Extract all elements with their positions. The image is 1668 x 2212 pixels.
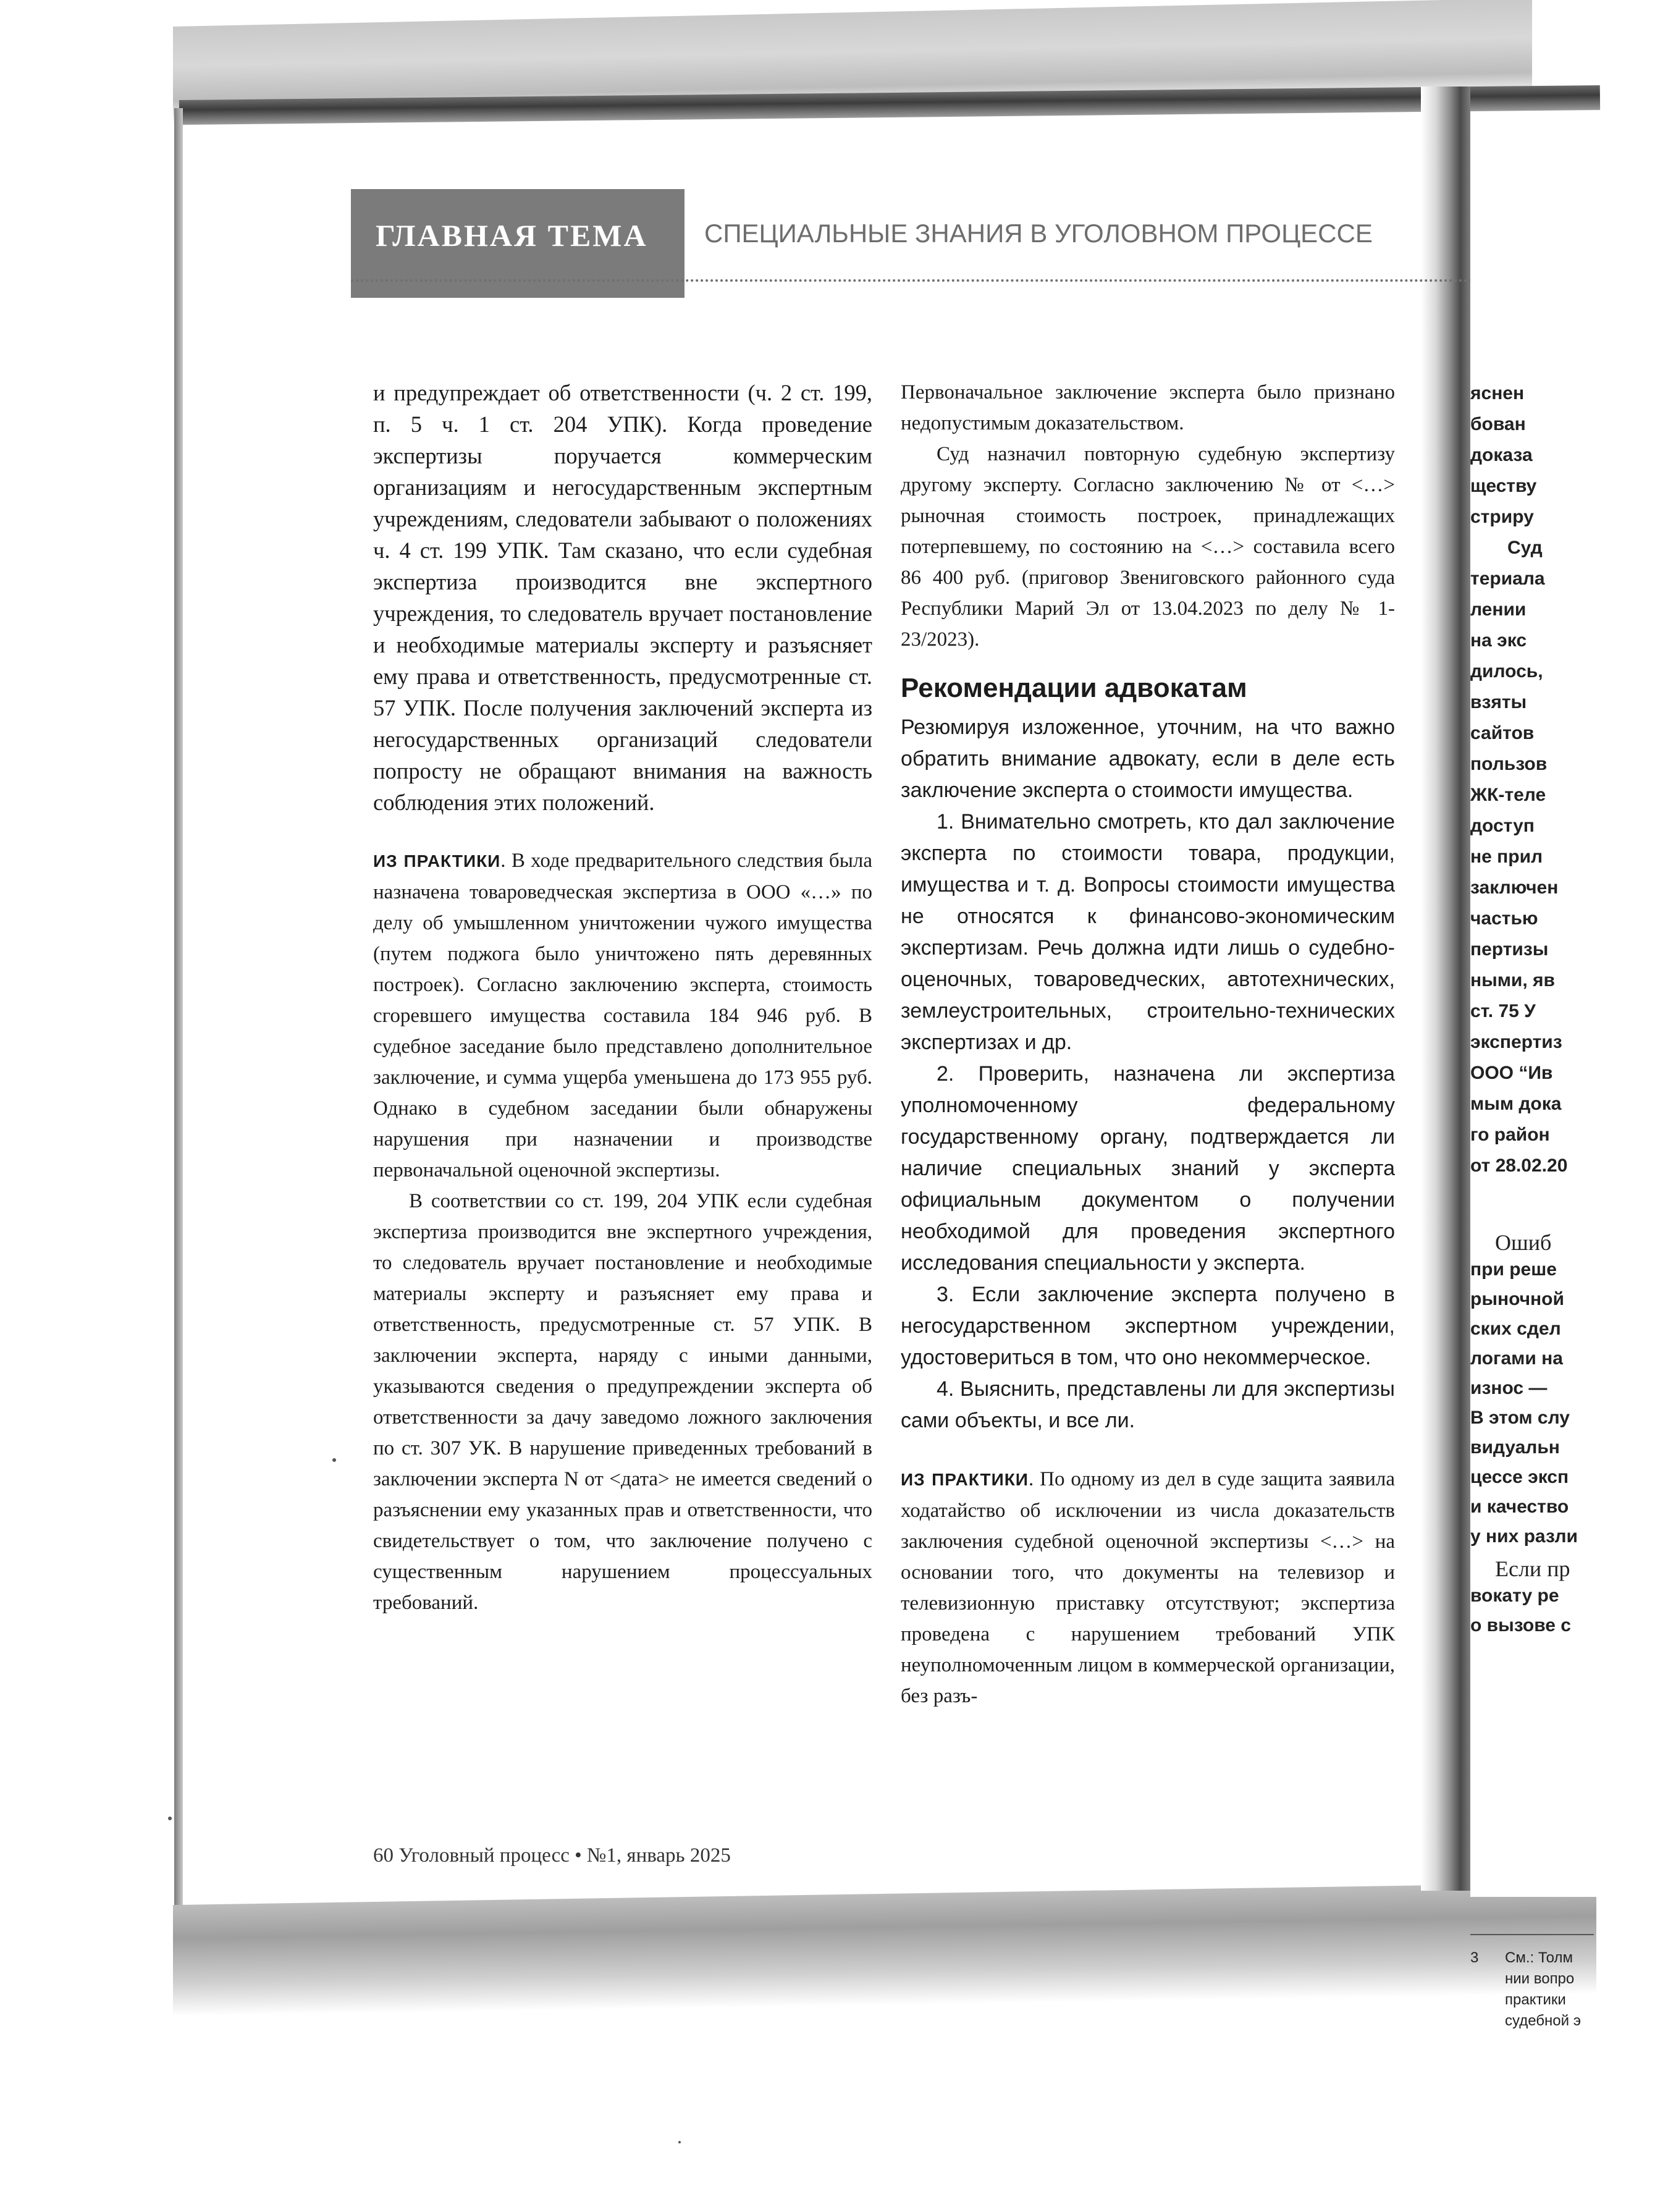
next-page-line-2: износ — <box>1470 1378 1548 1398</box>
recommendation-1: 1. Внимательно смотреть, кто дал заключение эксперта по стоимости товара, продукции, имущества и т. д. Вопросы стоимости имущества не относятся к финансово-экономическим экспертизам. Речь должна идти лишь о судебно-оценочных, товароведческих, автотехнических, землеустроительных, строительно-технических экспертизах и др. <box>901 810 1395 1054</box>
next-page-line: частью <box>1470 908 1538 929</box>
next-page-line: яснен <box>1470 383 1525 403</box>
next-page-line: экспертиз <box>1470 1032 1562 1052</box>
recommendation-4: 4. Выяснить, представлены ли для экспертизы сами объекты, и все ли. <box>901 1377 1395 1432</box>
next-page-line: териала <box>1470 568 1545 589</box>
next-page-line: бован <box>1470 414 1526 434</box>
page-footer: 60 Уголовный процесс • №1, январь 2025 <box>373 1844 731 1867</box>
next-page-line: дилось, <box>1470 661 1543 682</box>
next-page-line: стриру <box>1470 507 1534 527</box>
next-page-line-2: Ошиб <box>1495 1230 1552 1255</box>
scan-speck <box>168 1817 172 1820</box>
page-left-edge <box>174 108 183 1919</box>
practice-continuation-2: Суд назначил повторную судебную экспертизу другому эксперту. Согласно заключению № от <…> рыночная стоимость построек, принадлежащих потерпевшему, по состоянию на <…> составила всего 86 400 руб. (приговор Звениговского районного суда Республики Марий Эл от 13.04.2023 по делу № 1-23/2023). <box>901 443 1395 651</box>
next-page-footnote-line: судебной э <box>1505 2012 1581 2029</box>
next-page-line-2: рыночной <box>1470 1289 1564 1309</box>
next-page-line: не прил <box>1470 846 1543 867</box>
left-column <box>373 377 872 1618</box>
practice-label: ИЗ ПРАКТИКИ <box>373 851 501 871</box>
next-page-line-2: логами на <box>1470 1348 1563 1369</box>
next-page-line-2: ских сдел <box>1470 1319 1561 1339</box>
intro-paragraph: Резюмируя изложенное, уточним, на что важно обратить внимание адвокату, если в деле есть заключение эксперта о стоимости имущества. <box>901 716 1395 802</box>
next-page-line: ществу <box>1470 476 1537 496</box>
practice-paragraph-2: В соответствии со ст. 199, 204 УПК если судебная экспертиза производится вне экспертного учреждения, то следователь вручает постановление и необходимые материалы эксперту и разъясняет ему права и ответственность, предусмотренные ст. 57 УПК. В заключении эксперта, наряду с иными данными, указываются сведения о предупреждении эксперта об ответственности за дачу заведомо ложного заключения по ст. 307 УК. В нарушение приведенных требований в заключении эксперта N от <дата> не имеется сведений о разъяснении ему указанных прав и ответственности, что свидетельствует о том, что заключение получено с существенным нарушением процессуальных требований. <box>373 1190 872 1614</box>
scanner-shadow-bottom <box>173 1883 1596 2016</box>
next-page-footnote-line: 3 <box>1470 1949 1479 1966</box>
next-page-line-2: при реше <box>1470 1259 1557 1280</box>
practice-label-2: ИЗ ПРАКТИКИ <box>901 1470 1029 1489</box>
section-heading: Рекомендации адвокатам <box>901 673 1247 703</box>
header-divider <box>351 279 1562 282</box>
next-page-line: на экс <box>1470 630 1527 651</box>
next-page-line-2: видуальн <box>1470 1437 1560 1458</box>
next-page-line-2: цессе эксп <box>1470 1467 1569 1487</box>
body-paragraph: и предупреждает об ответственности (ч. 2 ст. 199, п. 5 ч. 1 ст. 204 УПК). Когда проведение экспертизы поручается коммерческим организациям и негосударственным экспертным учреждениям, следователи забывают о положениях ч. 4 ст. 199 УПК. Там сказано, что если судебная экспертиза производится вне экспертного учреждения, то следователь вручает постановление и необходимые материалы эксперту и разъясняет ему права и ответственность, предусмотренные ст. 57 УПК. После получения заключений эксперта из негосударственных организаций следователи попросту не обращают внимания на важность соблюдения этих положений. <box>373 380 872 815</box>
next-page-footnote-line: нии вопро <box>1505 1970 1575 1987</box>
right-column <box>901 377 1395 1712</box>
next-page-line: ЖК-теле <box>1470 785 1546 805</box>
running-title: СПЕЦИАЛЬНЫЕ ЗНАНИЯ В УГОЛОВНОМ ПРОЦЕССЕ <box>704 219 1373 248</box>
next-page-line-2: В этом слу <box>1470 1408 1570 1428</box>
next-page-line: взяты <box>1470 692 1527 712</box>
next-page-line: пользов <box>1470 754 1548 774</box>
footnote-rule <box>1470 1934 1594 1935</box>
next-page-line: доступ <box>1470 816 1535 836</box>
next-page-line: лении <box>1470 599 1527 620</box>
next-page-line: ООО “Ив <box>1470 1063 1553 1083</box>
recommendation-3: 3. Если заключение эксперта получено в негосударственном экспертном учреждении, удостовериться в том, что оно некоммерческое. <box>901 1283 1395 1369</box>
scan-speck <box>332 1458 336 1462</box>
next-page-line-2: и качество <box>1470 1496 1569 1517</box>
section-badge-label: ГЛАВНАЯ ТЕМА <box>376 218 648 253</box>
next-page-line-2: о вызове с <box>1470 1615 1571 1636</box>
scan-speck <box>678 2141 681 2143</box>
practice-continuation: Первоначальное заключение эксперта было признано недопустимым доказательством. <box>901 381 1395 434</box>
next-page-line: от 28.02.20 <box>1470 1155 1568 1176</box>
next-page-line: ст. 75 У <box>1470 1001 1536 1021</box>
practice-paragraph-3 <box>901 1464 1395 1712</box>
next-page-line: пертизы <box>1470 939 1549 960</box>
next-page-line-2: у них разли <box>1470 1526 1578 1547</box>
practice-text: . В ходе предварительного следствия была назначена товароведческая экспертиза в ООО «…» по делу об умышленном уничтожении чужого имущества (путем поджога было уничтожено пять деревянных построек). Согласно заключению эксперта, стоимость сгоревшего имущества составила 184 946 руб. В судебное заседание было представлено дополнительное заключение, и сумма ущерба уменьшена до 173 955 руб. Однако в судебном заседании были обнаружены нарушения при назначении и производстве первоначальной оценочной экспертизы. <box>373 850 872 1181</box>
next-page-line: заключен <box>1470 877 1559 898</box>
next-page-footnote-line: практики <box>1505 1991 1566 2008</box>
next-page-line: Суд <box>1507 538 1543 558</box>
next-page-line-2: Если пр <box>1495 1556 1570 1581</box>
next-page-line: го район <box>1470 1125 1550 1145</box>
next-page-footnote-line: См.: Толм <box>1505 1949 1573 1966</box>
practice-text-2: . По одному из дел в суде защита заявила ходатайство об исключении из числа доказательств заключения судебной оценочной экспертизы <…> на основании того, что документы на телевизор и телевизионную приставку отсутствуют; экспертиза проведена с нарушением требований УПК неуполномоченным лицом в коммерческой организации, без разъ- <box>901 1468 1395 1707</box>
next-page-line: доказа <box>1470 445 1533 465</box>
next-page-line: ными, яв <box>1470 970 1555 990</box>
next-page-line: сайтов <box>1470 723 1535 743</box>
recommendation-2: 2. Проверить, назначена ли экспертиза уполномоченному федеральному государственному органу, подтверждается ли наличие специальных знаний у эксперта официальным документом о получении необходимой для проведения экспертного исследования специальности у эксперта. <box>901 1062 1395 1275</box>
next-page-line: мым дока <box>1470 1094 1562 1114</box>
next-page-line-2: вокату ре <box>1470 1585 1559 1606</box>
practice-paragraph <box>373 845 872 1186</box>
book-spine <box>1421 87 1470 1891</box>
next-page-fragment <box>1470 117 1596 2029</box>
